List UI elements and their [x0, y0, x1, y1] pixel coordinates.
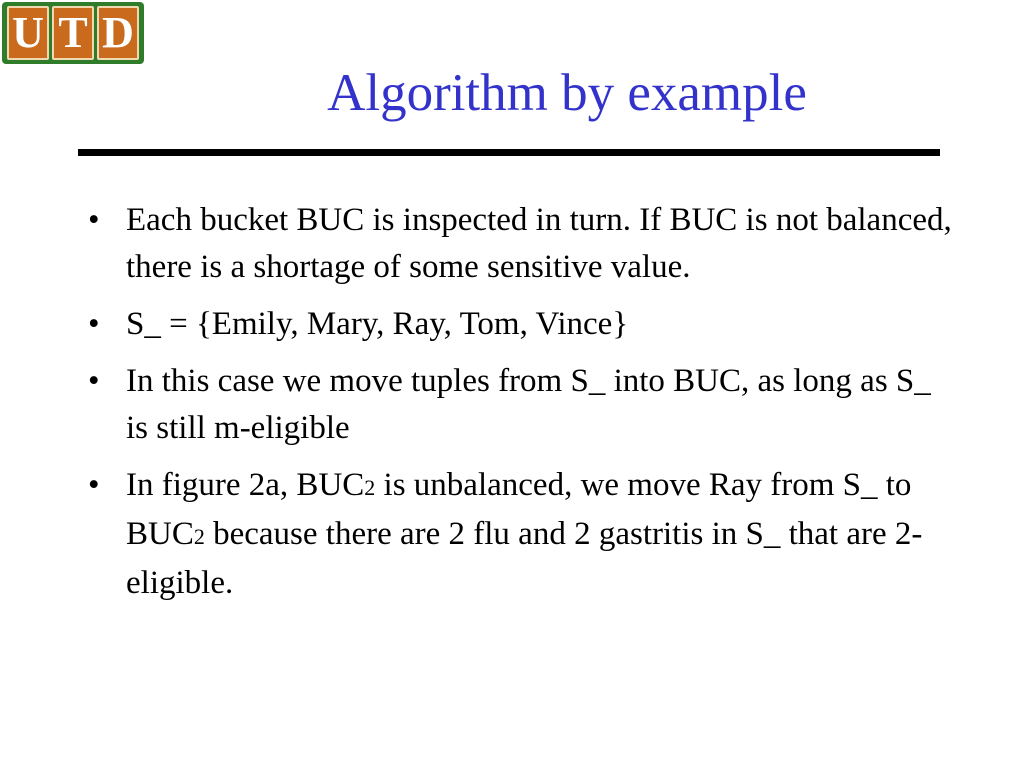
utd-logo	[2, 2, 144, 64]
bullet-item	[80, 301, 960, 348]
bullet-item	[80, 358, 960, 452]
bullet-text-part: In figure 2a, BUC	[126, 467, 365, 503]
subscript: 2	[193, 524, 205, 549]
subscript: 2	[364, 475, 376, 500]
bullet-item	[80, 462, 960, 607]
bullet-text-part: is unbalanced, we move Ray from S_ to BUC	[126, 467, 912, 552]
logo-letter-d: D	[97, 6, 139, 60]
bullet-text: Each bucket BUC is inspected in turn. If BUC is not balanced, there is a shortage of some sensitive value.	[126, 202, 952, 285]
bullet-list	[80, 197, 960, 617]
bullet-item	[80, 197, 960, 291]
slide-title: Algorithm by example	[327, 64, 807, 122]
bullet-text: S_ = {Emily, Mary, Ray, Tom, Vince}	[126, 306, 629, 342]
logo-letter-t: T	[52, 6, 94, 60]
bullet-text: In this case we move tuples from S_ into BUC, as long as S_ is still m-eligible	[126, 363, 931, 446]
logo-letter-u: U	[7, 6, 49, 60]
title-divider	[78, 149, 940, 156]
bullet-text-part: because there are 2 flu and 2 gastritis in S_ that are 2-eligible.	[126, 516, 923, 601]
